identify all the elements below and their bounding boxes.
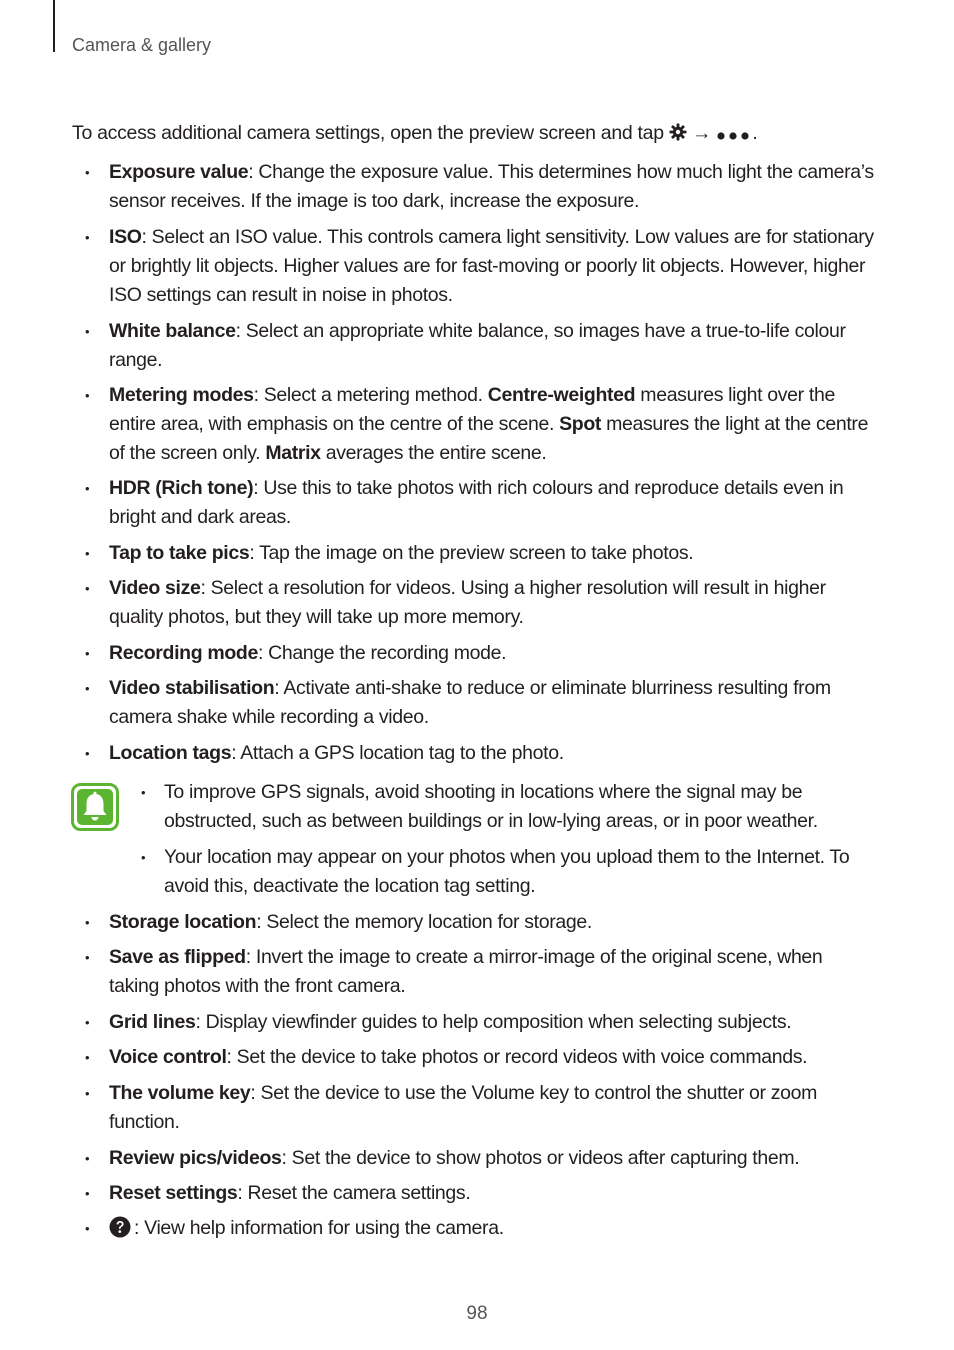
- item-term: Voice control: [109, 1046, 227, 1068]
- list-item-exposure-value: [109, 158, 874, 216]
- item-desc: : Set the device to use the Volume key to control the shutter or zoom function.: [109, 1082, 818, 1133]
- item-desc: : Use this to take photos with rich colours and reproduce details even in bright and dark areas.: [109, 477, 844, 528]
- list-item-iso: [109, 223, 874, 310]
- item-term: Save as flipped: [109, 946, 246, 968]
- list-item-review-pics-videos: [109, 1144, 874, 1173]
- item-term: Metering modes: [109, 384, 254, 406]
- list-item-location-tags: [109, 739, 874, 768]
- more-options-icon: [716, 124, 752, 147]
- page-number: 98: [466, 1303, 488, 1324]
- item-desc: : Change the exposure value. This determines how much light the camera’s sensor receives. If the image is too dark, increase the exposure.: [109, 161, 874, 212]
- list-item-help: [109, 1214, 874, 1247]
- list-item-video-size: [109, 574, 874, 632]
- item-term: White balance: [109, 320, 236, 342]
- note-item: • Your location may appear on your photos when you upload them to the Internet. To avoid this, deactivate the location tag setting.: [164, 843, 874, 901]
- item-desc: averages the entire scene.: [320, 442, 547, 464]
- gear-icon: [669, 123, 687, 147]
- item-term: Exposure value: [109, 161, 249, 183]
- intro-text: To access additional camera settings, open the preview screen and tap: [72, 122, 664, 144]
- item-term: ISO: [109, 226, 142, 248]
- item-desc: : Select a resolution for videos. Using a higher resolution will result in higher quality photos, but they will take up more memory.: [109, 577, 826, 628]
- item-desc: measures the light at the centre of the screen only.: [109, 413, 869, 464]
- item-term: Video stabilisation: [109, 677, 275, 699]
- list-item-tap-to-take-pics: [109, 539, 874, 568]
- item-desc: : Select a metering method.: [253, 384, 488, 406]
- item-desc: : Select an appropriate white balance, so images have a true-to-life colour range.: [109, 320, 846, 371]
- item-desc: : Change the recording mode.: [257, 642, 507, 664]
- intro-paragraph: [72, 122, 757, 147]
- item-desc: : Reset the camera settings.: [237, 1182, 471, 1204]
- item-term: Video size: [109, 577, 201, 599]
- list-item-reset-settings: [109, 1179, 874, 1208]
- list-item-voice-control: [109, 1043, 874, 1072]
- item-term: Reset settings: [109, 1182, 238, 1204]
- arrow-glyph: →: [692, 122, 712, 144]
- item-desc: : Activate anti-shake to reduce or eliminate blurriness resulting from camera shake while recording a video.: [109, 677, 831, 728]
- item-term-matrix: Matrix: [265, 442, 321, 464]
- item-desc: : Invert the image to create a mirror-image of the original scene, when taking photos with the front camera.: [109, 946, 823, 997]
- item-desc: : Display viewfinder guides to help composition when selecting subjects.: [195, 1011, 792, 1033]
- intro-end: .: [752, 122, 758, 144]
- item-term: Location tags: [109, 742, 232, 764]
- list-item-recording-mode: [109, 639, 874, 668]
- item-term: Storage location: [109, 911, 257, 933]
- help-icon: [109, 1216, 131, 1247]
- list-item-metering-modes: [109, 381, 874, 468]
- list-item-video-stabilisation: [109, 674, 874, 732]
- header-rule: [53, 0, 55, 52]
- list-item-storage-location: [109, 908, 874, 937]
- list-item-grid-lines: [109, 1008, 874, 1037]
- item-term: Recording mode: [109, 642, 258, 664]
- item-term: Review pics/videos: [109, 1147, 282, 1169]
- note-item: • To improve GPS signals, avoid shooting in locations where the signal may be obstructed, such as between buildings or in low-lying areas, or in poor weather.: [164, 778, 874, 836]
- item-desc: : View help information for using the camera.: [134, 1217, 504, 1239]
- notification-bell-icon: [71, 783, 119, 831]
- section-header: Camera & gallery: [72, 35, 212, 55]
- item-term-centre-weighted: Centre-weighted: [487, 384, 636, 406]
- item-term-spot: Spot: [559, 413, 602, 435]
- item-desc: : Tap the image on the preview screen to take photos.: [249, 542, 694, 564]
- item-desc: : Set the device to take photos or record videos with voice commands.: [226, 1046, 808, 1068]
- item-term: HDR (Rich tone): [109, 477, 254, 499]
- item-desc: : Select the memory location for storage.: [256, 911, 592, 933]
- item-desc: : Attach a GPS location tag to the photo.: [231, 742, 564, 764]
- list-item-save-as-flipped: [109, 943, 874, 1001]
- item-term: The volume key: [109, 1082, 251, 1104]
- list-item-volume-key: [109, 1079, 874, 1137]
- item-desc: measures light over the entire area, with emphasis on the centre of the scene.: [109, 384, 835, 435]
- item-desc: : Set the device to show photos or videos after capturing them.: [281, 1147, 800, 1169]
- item-term: Grid lines: [109, 1011, 196, 1033]
- list-item-hdr: [109, 474, 874, 532]
- item-term: Tap to take pics: [109, 542, 250, 564]
- list-item-white-balance: [109, 317, 874, 375]
- item-desc: : Select an ISO value. This controls camera light sensitivity. Low values are for stationary or brightly lit objects. Higher values are for fast-moving or poorly lit objects. However, higher ISO settings can result in noise in photos.: [109, 226, 874, 306]
